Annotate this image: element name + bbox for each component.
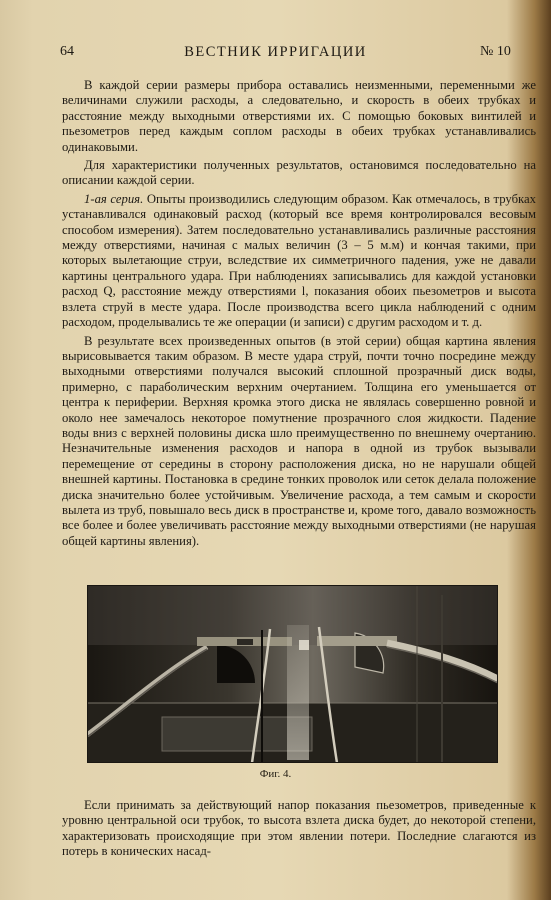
paragraph-2: Для характеристики полученных результатов, остановимся последовательно на описании каждой серии.	[62, 158, 536, 188]
issue-number: № 10	[480, 44, 511, 59]
page-number: 64	[60, 44, 74, 59]
series-label: 1-ая серия.	[84, 191, 144, 206]
body-text-top	[62, 78, 536, 549]
paragraph-3-text: Опыты производились следующим образом. Как отмечалось, в трубках устанавливался одинаковый расход (который все время контролировался весовым способом измерения). Затем последовательно устанавливались различные расстояния между отверстиями, начиная с малых величин (3 – 5 м.м) и кончая такими, при которых вылетающие струи, вследствие их симметричного падения, уже не давали картины центрального удара. При наблюдениях записывались для каждой установки расход Q, расстояние между отверстиями l, показания обоих пьезометров и высота взлета струй в месте удара. После производства всего цикла наблюдений с одним расходом, проделывались те же операции (и записи) с другим расходом и т. д.	[62, 191, 537, 330]
body-text-bottom	[62, 798, 536, 860]
paragraph-1: В каждой серии размеры прибора оставались неизменными, переменными же величинами служили расходы, а следовательно, и скорость в обеих трубках и расстояние между выходными отверстиями их. С помощью боковых винтилей и пьезометров перед каждым соплом расходы в обеих трубках устанавливались одинаковыми.	[62, 78, 536, 154]
journal-title: ВЕСТНИК ИРРИГАЦИИ	[184, 44, 367, 60]
paragraph-3	[62, 192, 536, 331]
paragraph-5: Если принимать за действующий напор показания пьезометров, приведенные к уровню центральной оси трубок, то высота взлета диска будет, до некоторой степени, характеризовать происходящие при этом явлении потери. Последние слагаются из потерь в конических насад-	[62, 798, 536, 859]
paragraph-4: В результате всех произведенных опытов (в этой серии) общая картина явления вырисовывается таким образом. В месте удара струй, почти точно посредине между выходными отверстиями получался высокий сплошной прозрачный диск воды, примерно, с параболическим верхним очертанием. Толщина его уменьшается от центра к периферии. Верхняя кромка этого диска не являлась совершенно ровной и около нее замечалось некоторое помутнение прозрачного слоя жидкости. Падение воды вниз с верхней половины диска шло преимущественно по внешнему очертанию. Незначительные изменения расходов и напора в одной из трубок вызывали перемещение от середины в сторону расположения диска, но не нарушали общей внешней картины. Постановка в средине тонких проволок или сеток делала положение диска значительно более устойчивым. Увеличение расхода, а тем самым и скорости вылета из труб, повышало весь диск в пространстве и, кроме того, давало возможность все более и более увеличивать расстояние между выходными отверстиями (не нарушая общей картины явления).	[62, 333, 536, 548]
experiment-photo	[87, 585, 498, 763]
page-header	[0, 44, 551, 64]
figure-caption: Фиг. 4.	[259, 768, 292, 780]
